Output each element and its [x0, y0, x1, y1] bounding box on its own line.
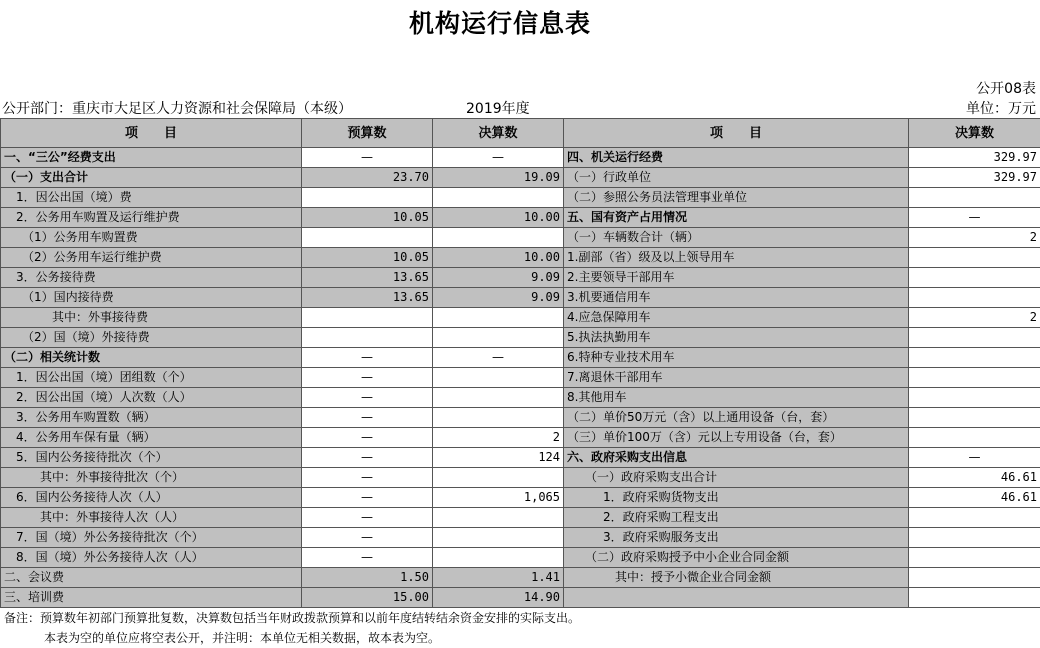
row-budget-value: 1.50 — [302, 568, 433, 588]
table-header-row — [1, 119, 1040, 148]
row-right-label: 4.应急保障用车 — [564, 308, 909, 328]
row-right-value: 2 — [909, 228, 1040, 248]
row-final-value: 124 — [433, 448, 564, 468]
row-budget-value: 23.70 — [302, 168, 433, 188]
table-row — [1, 548, 1040, 568]
row-budget-value: — — [302, 508, 433, 528]
row-right-label: 8.其他用车 — [564, 388, 909, 408]
row-left-label: 2．公务用车购置及运行维护费 — [1, 208, 302, 228]
row-left-label: 一、“三公”经费支出 — [1, 148, 302, 168]
row-left-label: 3．公务接待费 — [1, 268, 302, 288]
row-budget-value — [302, 328, 433, 348]
row-right-label — [564, 588, 909, 608]
row-right-label: 2．政府采购工程支出 — [564, 508, 909, 528]
row-right-value — [909, 508, 1040, 528]
header-final-right: 决算数 — [909, 119, 1040, 148]
row-right-value — [909, 188, 1040, 208]
table-row — [1, 368, 1040, 388]
row-budget-value: — — [302, 488, 433, 508]
row-final-value: 19.09 — [433, 168, 564, 188]
operation-info-table — [0, 118, 1040, 608]
row-budget-value: — — [302, 428, 433, 448]
row-right-label: 五、国有资产占用情况 — [564, 208, 909, 228]
row-final-value: 2 — [433, 428, 564, 448]
row-budget-value: — — [302, 148, 433, 168]
row-left-label: （1）公务用车购置费 — [1, 228, 302, 248]
row-budget-value: 15.00 — [302, 588, 433, 608]
row-right-value: 2 — [909, 308, 1040, 328]
row-right-value — [909, 368, 1040, 388]
row-left-label: 其中：外事接待费 — [1, 308, 302, 328]
row-final-value — [433, 228, 564, 248]
row-right-label: （一）行政单位 — [564, 168, 909, 188]
row-final-value: 10.00 — [433, 248, 564, 268]
table-row — [1, 308, 1040, 328]
table-row — [1, 508, 1040, 528]
row-left-label: 4．公务用车保有量（辆） — [1, 428, 302, 448]
row-right-label: （一）车辆数合计（辆） — [564, 228, 909, 248]
row-left-label: 6．国内公务接待人次（人） — [1, 488, 302, 508]
table-row — [1, 588, 1040, 608]
unit-label: 单位：万元 — [966, 101, 1036, 117]
row-right-value: 46.61 — [909, 468, 1040, 488]
row-left-label: 其中：外事接待人次（人） — [1, 508, 302, 528]
row-right-value — [909, 288, 1040, 308]
row-right-value — [909, 528, 1040, 548]
row-right-value — [909, 388, 1040, 408]
row-right-value — [909, 248, 1040, 268]
table-row — [1, 208, 1040, 228]
row-right-label: 3.机要通信用车 — [564, 288, 909, 308]
table-row — [1, 468, 1040, 488]
table-row — [1, 348, 1040, 368]
row-left-label: 1．因公出国（境）团组数（个） — [1, 368, 302, 388]
row-left-label: 5．国内公务接待批次（个） — [1, 448, 302, 468]
row-left-label: 二、会议费 — [1, 568, 302, 588]
header-budget: 预算数 — [302, 119, 433, 148]
row-budget-value: — — [302, 348, 433, 368]
row-left-label: 其中：外事接待批次（个） — [1, 468, 302, 488]
row-left-label: 2．因公出国（境）人次数（人） — [1, 388, 302, 408]
row-budget-value: — — [302, 388, 433, 408]
table-row — [1, 488, 1040, 508]
table-row — [1, 148, 1040, 168]
row-right-label: 2.主要领导干部用车 — [564, 268, 909, 288]
row-budget-value: — — [302, 468, 433, 488]
table-row — [1, 168, 1040, 188]
row-final-value: 14.90 — [433, 588, 564, 608]
row-final-value: — — [433, 348, 564, 368]
row-left-label: 3．公务用车购置数（辆） — [1, 408, 302, 428]
row-budget-value: — — [302, 528, 433, 548]
row-right-label: 5.执法执勤用车 — [564, 328, 909, 348]
header-right-item: 项 目 — [564, 119, 909, 148]
row-right-value — [909, 568, 1040, 588]
row-right-value: 46.61 — [909, 488, 1040, 508]
table-row — [1, 448, 1040, 468]
row-budget-value: — — [302, 408, 433, 428]
row-budget-value: — — [302, 448, 433, 468]
row-final-value — [433, 528, 564, 548]
row-budget-value: — — [302, 548, 433, 568]
row-left-label: 8．国（境）外公务接待人次（人） — [1, 548, 302, 568]
row-final-value — [433, 468, 564, 488]
row-right-label: （二）单价50万元（含）以上通用设备（台，套） — [564, 408, 909, 428]
row-left-label: （2）国（境）外接待费 — [1, 328, 302, 348]
row-right-label: 3．政府采购服务支出 — [564, 528, 909, 548]
row-left-label: （2）公务用车运行维护费 — [1, 248, 302, 268]
row-right-value — [909, 588, 1040, 608]
table-row — [1, 528, 1040, 548]
row-final-value — [433, 308, 564, 328]
row-left-label: 1．因公出国（境）费 — [1, 188, 302, 208]
row-final-value — [433, 368, 564, 388]
row-budget-value: 13.65 — [302, 288, 433, 308]
notes — [4, 608, 580, 648]
row-right-value: — — [909, 448, 1040, 468]
row-left-label: 7．国（境）外公务接待批次（个） — [1, 528, 302, 548]
row-right-label: 其中：授予小微企业合同金额 — [564, 568, 909, 588]
row-right-value — [909, 348, 1040, 368]
table-row — [1, 428, 1040, 448]
row-budget-value: 10.05 — [302, 248, 433, 268]
row-right-value: 329.97 — [909, 148, 1040, 168]
header-final: 决算数 — [433, 119, 564, 148]
row-final-value — [433, 508, 564, 528]
row-right-label: 7.离退休干部用车 — [564, 368, 909, 388]
table-row — [1, 388, 1040, 408]
row-final-value — [433, 328, 564, 348]
department-label: 公开部门：重庆市大足区人力资源和社会保障局（本级） — [2, 101, 352, 117]
row-right-label: （二）参照公务员法管理事业单位 — [564, 188, 909, 208]
row-final-value: 1,065 — [433, 488, 564, 508]
table-row — [1, 268, 1040, 288]
note-line: 备注：预算数年初部门预算批复数，决算数包括当年财政拨款预算和以前年度结转结余资金安排的实际支出。 — [4, 611, 581, 625]
row-left-label: （二）相关统计数 — [1, 348, 302, 368]
row-right-label: 六、政府采购支出信息 — [564, 448, 909, 468]
row-right-value — [909, 408, 1040, 428]
row-final-value: 1.41 — [433, 568, 564, 588]
row-right-label: 1.副部（省）级及以上领导用车 — [564, 248, 909, 268]
header-left-item: 项 目 — [1, 119, 302, 148]
row-right-label: 四、机关运行经费 — [564, 148, 909, 168]
row-right-value — [909, 268, 1040, 288]
page-title: 机构运行信息表 — [408, 9, 591, 38]
row-right-value — [909, 548, 1040, 568]
row-final-value: 10.00 — [433, 208, 564, 228]
row-final-value: 9.09 — [433, 288, 564, 308]
row-right-label: 1．政府采购货物支出 — [564, 488, 909, 508]
row-right-label: （一）政府采购支出合计 — [564, 468, 909, 488]
table-row — [1, 188, 1040, 208]
form-number: 公开08表 — [976, 81, 1036, 97]
row-right-value — [909, 328, 1040, 348]
row-final-value — [433, 408, 564, 428]
row-budget-value: 13.65 — [302, 268, 433, 288]
row-budget-value — [302, 228, 433, 248]
row-budget-value: — — [302, 368, 433, 388]
fiscal-year: 2019年度 — [466, 101, 530, 117]
row-final-value: 9.09 — [433, 268, 564, 288]
table-row — [1, 248, 1040, 268]
row-left-label: （1）国内接待费 — [1, 288, 302, 308]
row-right-value — [909, 428, 1040, 448]
row-right-value: 329.97 — [909, 168, 1040, 188]
row-final-value — [433, 188, 564, 208]
row-right-value: — — [909, 208, 1040, 228]
table-row — [1, 328, 1040, 348]
table-row — [1, 568, 1040, 588]
note-line: 本表为空的单位应将空表公开，并注明：本单位无相关数据，故本表为空。 — [44, 631, 441, 645]
table-row — [1, 408, 1040, 428]
row-final-value — [433, 548, 564, 568]
row-right-label: （二）政府采购授予中小企业合同金额 — [564, 548, 909, 568]
row-final-value: — — [433, 148, 564, 168]
row-right-label: （三）单价100万（含）元以上专用设备（台，套） — [564, 428, 909, 448]
table-row — [1, 228, 1040, 248]
row-left-label: （一）支出合计 — [1, 168, 302, 188]
row-final-value — [433, 388, 564, 408]
row-budget-value: 10.05 — [302, 208, 433, 228]
table-row — [1, 288, 1040, 308]
row-right-label: 6.特种专业技术用车 — [564, 348, 909, 368]
row-budget-value — [302, 188, 433, 208]
row-left-label: 三、培训费 — [1, 588, 302, 608]
row-budget-value — [302, 308, 433, 328]
